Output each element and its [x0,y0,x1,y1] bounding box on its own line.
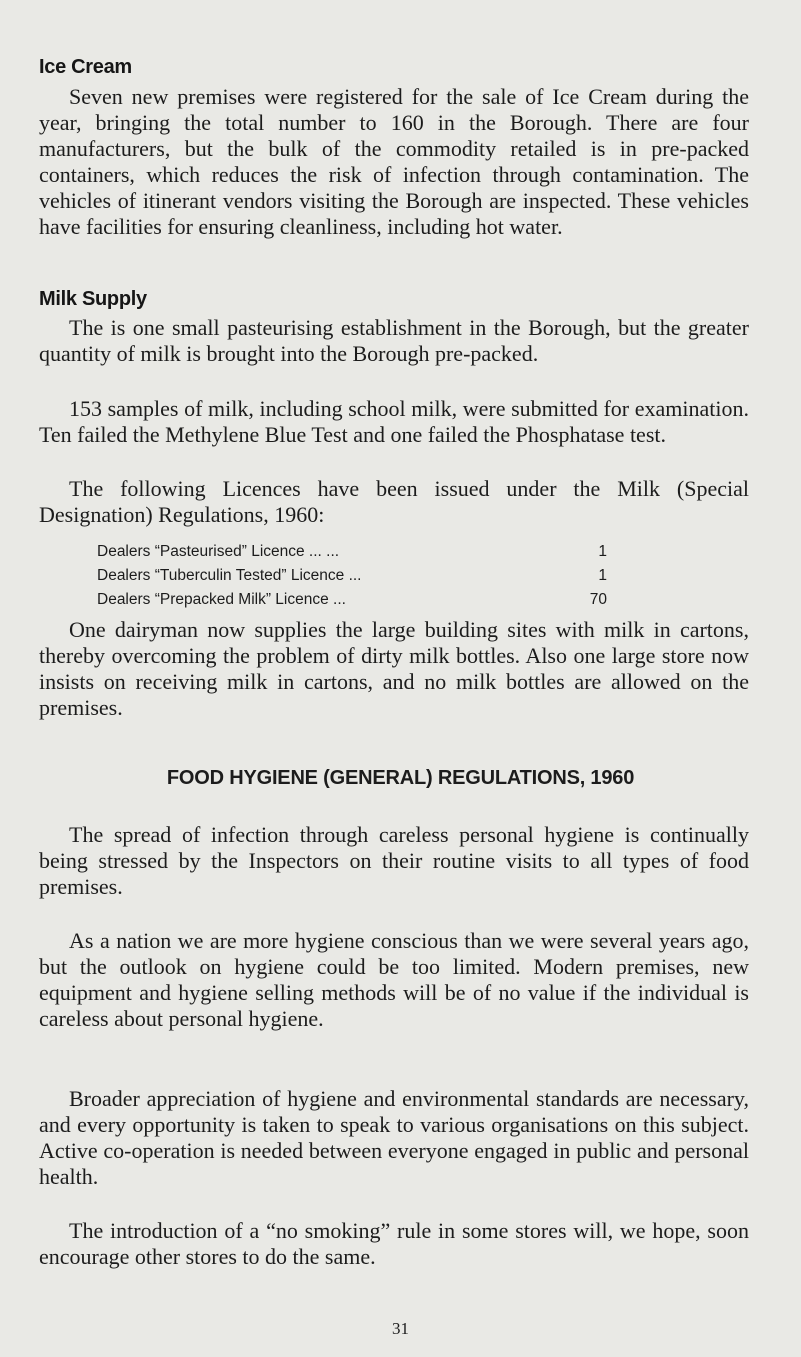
licence-name: Dealers “Pasteurised” Licence ... ... [97,543,340,560]
page-number: 31 [392,1319,409,1338]
licence-count: 1 [598,543,607,560]
milk-paragraph-2: 153 samples of milk, including school milk, were submitted for examination. Ten failed the Methylene Blue Test and one failed the Phosphatase test. [39,396,749,447]
milk-paragraph-1: The is one small pasteurising establishment in the Borough, but the greater quantity of milk is brought into the Borough pre-packed. [39,315,749,366]
licence-count: 1 [598,567,607,584]
milk-supply-heading: Milk Supply [39,288,147,310]
licence-row [97,564,617,588]
licence-row [97,540,617,564]
licence-list [97,540,617,612]
licence-row [97,588,617,612]
hygiene-paragraph-3: Broader appreciation of hygiene and environmental standards are necessary, and every opportunity is taken to speak to various organisations on this subject. Active co-operation is needed between everyone engaged in public and personal health. [39,1086,749,1189]
licence-name: Dealers “Tuberculin Tested” Licence ... [97,567,362,584]
hygiene-paragraph-4: The introduction of a “no smoking” rule in some stores will, we hope, soon encourage other stores to do the same. [39,1218,749,1269]
ice-cream-heading: Ice Cream [39,56,132,78]
milk-paragraph-3: The following Licences have been issued under the Milk (Special Designation) Regulations, 1960: [39,476,749,527]
hygiene-paragraph-1: The spread of infection through careless personal hygiene is continually being stressed by the Inspectors on their routine visits to all types of food premises. [39,822,749,899]
milk-closing-paragraph: One dairyman now supplies the large building sites with milk in cartons, thereby overcoming the problem of dirty milk bottles. Also one large store now insists on receiving milk in cartons, and no milk bottles are allowed on the premises. [39,617,749,720]
food-hygiene-heading: FOOD HYGIENE (GENERAL) REGULATIONS, 1960 [166,767,635,789]
licence-name: Dealers “Prepacked Milk” Licence ... [97,591,346,608]
licence-count: 70 [589,591,607,608]
ice-cream-paragraph: Seven new premises were registered for the sale of Ice Cream during the year, bringing the total number to 160 in the Borough. There are four manufacturers, but the bulk of the commodity retailed is in pre-packed containers, which reduces the risk of infection through contamination. The vehicles of itinerant vendors visiting the Borough are inspected. These vehicles have facilities for ensuring cleanliness, including hot water. [39,84,749,239]
hygiene-paragraph-2: As a nation we are more hygiene conscious than we were several years ago, but the outlook on hygiene could be too limited. Modern premises, new equipment and hygiene selling methods will be of no value if the individual is careless about personal hygiene. [39,928,749,1031]
